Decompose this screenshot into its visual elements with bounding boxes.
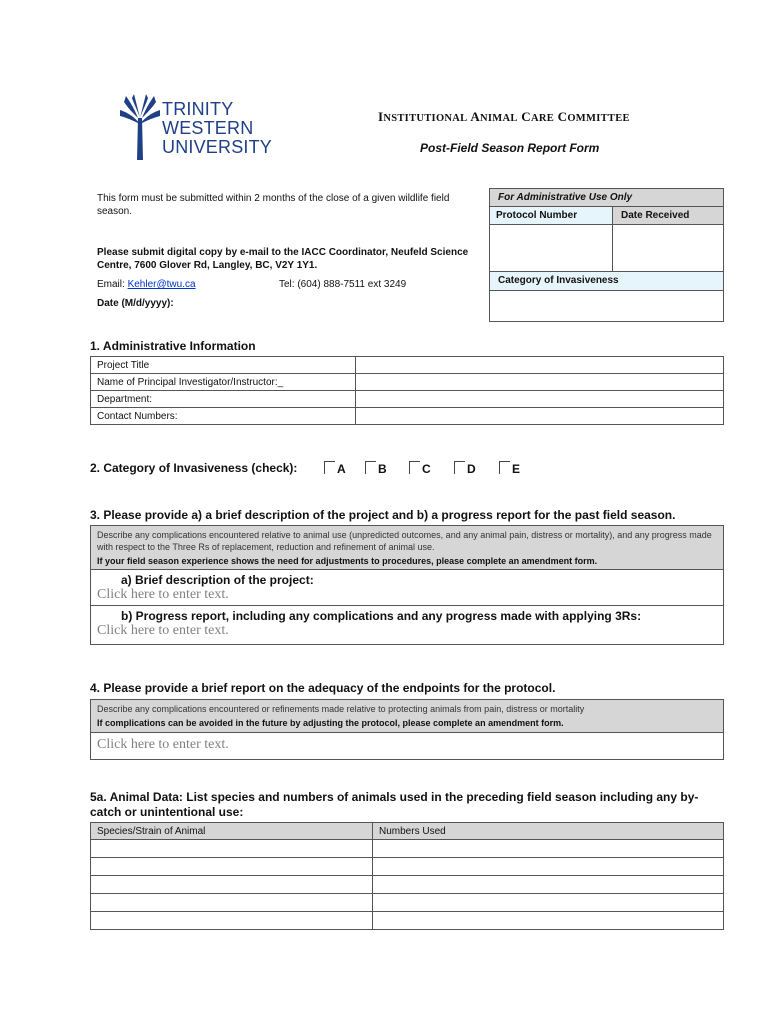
numbers-cell[interactable] xyxy=(373,912,724,930)
endpoints-field[interactable] xyxy=(91,733,723,759)
progress-report-field[interactable] xyxy=(91,606,723,644)
checkbox-icon xyxy=(324,461,335,474)
submit-instructions: Please submit digital copy by e-mail to the IACC Coordinator, Neufeld Science Centre, 7600 Glover Rd, Langley, BC, V2Y 1Y1. xyxy=(97,247,469,271)
species-cell[interactable] xyxy=(91,840,373,858)
pi-label: Name of Principal Investigator/Instructor:_ xyxy=(91,374,356,391)
email-label: Email: xyxy=(97,279,125,290)
department-field[interactable] xyxy=(356,391,724,408)
date-received-label: Date Received xyxy=(613,207,723,225)
checkbox-b[interactable]: B xyxy=(365,461,387,476)
email-row xyxy=(97,279,196,290)
section-4-desc: Describe any complications encountered or refinements made relative to protecting animals from pain, distress or mortality xyxy=(91,700,723,716)
checkbox-a[interactable]: A xyxy=(324,461,346,476)
logo-line-2: WESTERN xyxy=(162,118,254,138)
description-placeholder: Click here to enter text. xyxy=(97,587,229,602)
section-4-note: If complications can be avoided in the future by adjusting the protocol, please complete an amendment form. xyxy=(91,716,723,733)
intro-text: This form must be submitted within 2 months of the close of a given wildlife field season. xyxy=(97,193,450,217)
species-cell[interactable] xyxy=(91,894,373,912)
checkbox-icon xyxy=(454,461,465,474)
numbers-cell[interactable] xyxy=(373,876,724,894)
a-label: a) Brief description of the project: xyxy=(121,573,314,587)
numbers-cell[interactable] xyxy=(373,858,724,876)
section-4-title: 4. Please provide a brief report on the adequacy of the endpoints for the protocol. xyxy=(90,681,556,695)
admin-header: For Administrative Use Only xyxy=(490,189,723,207)
project-description-field[interactable] xyxy=(91,570,723,606)
section-3-box xyxy=(90,525,724,645)
animal-data-table xyxy=(90,822,724,930)
university-name xyxy=(162,100,272,157)
protocol-number-field[interactable] xyxy=(490,225,613,271)
form-subtitle: Post-Field Season Report Form xyxy=(420,141,600,155)
logo-line-1: TRINITY xyxy=(162,99,234,119)
endpoints-placeholder: Click here to enter text. xyxy=(97,737,229,752)
section-3-note: If your field season experience shows the need for adjustments to procedures, please complete an amendment form. xyxy=(91,555,723,570)
date-label: Date (M/d/yyyy): xyxy=(97,298,174,309)
committee-title: INSTITUTIONAL ANIMAL CARE COMMITTEE xyxy=(378,109,630,124)
project-title-field[interactable] xyxy=(356,357,724,374)
admin-info-table xyxy=(90,356,724,425)
species-cell[interactable] xyxy=(91,912,373,930)
section-2-title: 2. Category of Invasiveness (check): xyxy=(90,461,298,475)
department-label: Department: xyxy=(91,391,356,408)
checkbox-icon xyxy=(409,461,420,474)
b-label: b) Progress report, including any complications and any progress made with applying 3Rs: xyxy=(121,609,642,623)
checkbox-icon xyxy=(499,461,510,474)
species-header: Species/Strain of Animal xyxy=(91,823,373,840)
numbers-cell[interactable] xyxy=(373,840,724,858)
section-4-box xyxy=(90,699,724,760)
checkbox-c[interactable]: C xyxy=(409,461,431,476)
admin-use-box xyxy=(489,188,724,322)
section-3-title: 3. Please provide a) a brief description of the project and b) a progress report for the past field season. xyxy=(90,508,676,522)
logo-line-3: UNIVERSITY xyxy=(162,137,273,157)
contact-label: Contact Numbers: xyxy=(91,408,356,425)
numbers-header: Numbers Used xyxy=(373,823,724,840)
section-2 xyxy=(90,461,724,477)
pi-field[interactable] xyxy=(356,374,724,391)
progress-placeholder: Click here to enter text. xyxy=(97,623,229,638)
project-title-label: Project Title xyxy=(91,357,356,374)
section-3-desc: Describe any complications encountered relative to animal use (unpredicted outcomes, and any animal pain, distress or mortality), and any progress made with respect to the Three Rs of replacement, reduction and refinement of animal use. xyxy=(91,526,723,555)
telephone: Tel: (604) 888-7511 ext 3249 xyxy=(279,279,407,290)
numbers-cell[interactable] xyxy=(373,894,724,912)
species-cell[interactable] xyxy=(91,876,373,894)
email-link[interactable]: Kehler@twu.ca xyxy=(127,279,196,290)
checkbox-e[interactable]: E xyxy=(499,461,520,476)
protocol-number-label: Protocol Number xyxy=(490,207,613,225)
section-1-title: 1. Administrative Information xyxy=(90,339,256,353)
section-5a-title: 5a. Animal Data: List species and numbers of animals used in the preceding field season including any by-catch or unintentional use: xyxy=(90,790,699,819)
checkbox-icon xyxy=(365,461,376,474)
admin-category-label: Category of Invasiveness xyxy=(490,271,723,291)
contact-field[interactable] xyxy=(356,408,724,425)
checkbox-d[interactable]: D xyxy=(454,461,476,476)
species-cell[interactable] xyxy=(91,858,373,876)
